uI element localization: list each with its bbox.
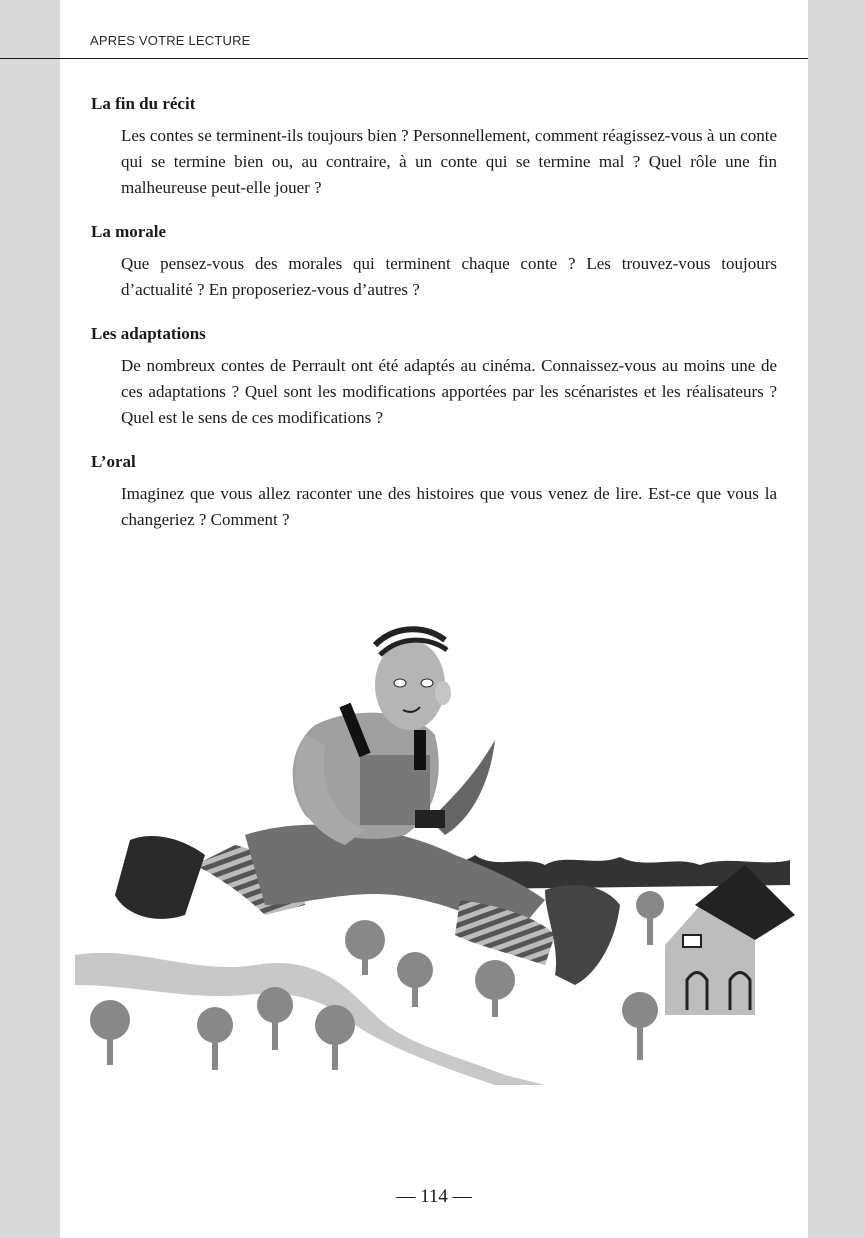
section-title: L’oral: [91, 452, 136, 471]
section-text: Imaginez que vous allez raconter une des histoires que vous venez de lire. Est-ce que vous la changeriez ? Comment ?: [121, 484, 777, 529]
section-oral: [91, 451, 777, 533]
watercolor-ogre-running-image: [75, 615, 805, 1095]
section-title: La morale: [91, 222, 167, 241]
section-adaptations: [91, 323, 777, 431]
section-morale: [91, 221, 777, 303]
section-text: Les contes se terminent-ils toujours bien ? Personnellement, comment réagissez-vous à un conte qui se termine bien ou, au contraire, à un conte qui se termine mal ? Quel rôle une fin malheureuse peut-elle jouer ?: [121, 126, 777, 197]
page-content: [60, 0, 808, 1238]
section-text: De nombreux contes de Perrault ont été adaptés au cinéma. Connaissez-vous au moins une de ces adaptations ? Quel sont les modifications apportées par les scénaristes et les réalisateurs ? Quel est le sens de ces modifications ?: [121, 356, 777, 427]
ogre-illustration: [75, 615, 805, 1095]
house: [665, 865, 795, 1015]
running-header: APRES VOTRE LECTURE: [90, 33, 251, 48]
section-title: Les adaptations: [91, 324, 206, 343]
section-fin-du-recit: [91, 93, 777, 201]
section-text: Que pensez-vous des morales qui terminent chaque conte ? Les trouvez-vous toujours d’actualité ? En proposeriez-vous d’autres ?: [121, 254, 777, 299]
section-title: La fin du récit: [91, 94, 196, 113]
page-number: — 114 —: [396, 1186, 472, 1207]
